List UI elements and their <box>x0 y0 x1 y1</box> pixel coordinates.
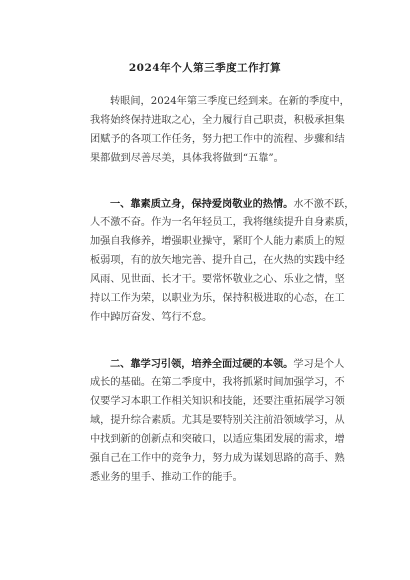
intro-line-2: 我将始终保持进取之心，全力履行自己职责，积极承担集 <box>90 115 345 126</box>
section2-first-rest: 学习是个人 <box>293 359 345 370</box>
intro-line-3: 团赋予的各项工作任务，努力把工作中的流程、步骤和结 <box>90 134 345 145</box>
section1-line-2: 加强自我修养，增强职业操守，紧盯个人能力素质上的短 <box>90 236 345 247</box>
section1-heading: 一、靠素质立身，保持爱岗敬业的热情。 <box>110 198 294 210</box>
section1-first-rest: 水不激不跃， <box>293 199 355 210</box>
section2-first-line <box>110 357 345 371</box>
section1-line-4: 风雨、见世面、长才干。要常怀敬业之心、乐业之情，坚 <box>90 274 345 285</box>
intro-line-1: 转眼间，2024年第三季度已经到来。在新的季度中， <box>110 96 350 107</box>
section1-line-6: 作中踔厉奋发、笃行不怠。 <box>90 312 213 323</box>
section2-line-3: 域，提升综合素质。尤其是要特别关注前沿领域学习，从 <box>90 415 345 426</box>
section2-line-5: 强自己在工作中的竞争力，努力成为谋划思路的高手、熟 <box>90 453 345 464</box>
section2-line-1: 成长的基础。在第二季度中，我将抓紧时间加强学习，不 <box>90 377 345 388</box>
section1-line-5: 持以工作为荣，以职业为乐，保持积极进取的心态，在工 <box>90 293 345 304</box>
section2-line-2: 仅要学习本职工作相关知识和技能，还要注重拓展学习领 <box>90 396 345 407</box>
section2-line-6: 悉业务的里手、推动工作的能手。 <box>90 472 243 483</box>
section1-line-3: 板弱项，有的放矢地完善、提升自己，在火热的实践中经 <box>90 255 345 266</box>
section2-line-4: 中找到新的创新点和突破口，以适应集团发展的需求，增 <box>90 434 345 445</box>
document-title: 2024年个人第三季度工作打算 <box>128 62 282 74</box>
intro-line-4: 果都做到尽善尽美，具体我将做到“五靠”。 <box>90 153 284 164</box>
section1-line-1: 人不激不奋。作为一名年轻员工，我将继续提升自身素质， <box>90 217 355 228</box>
section2-heading: 二、靠学习引领，培养全面过硬的本领。 <box>110 358 294 370</box>
section1-first-line <box>110 197 355 211</box>
